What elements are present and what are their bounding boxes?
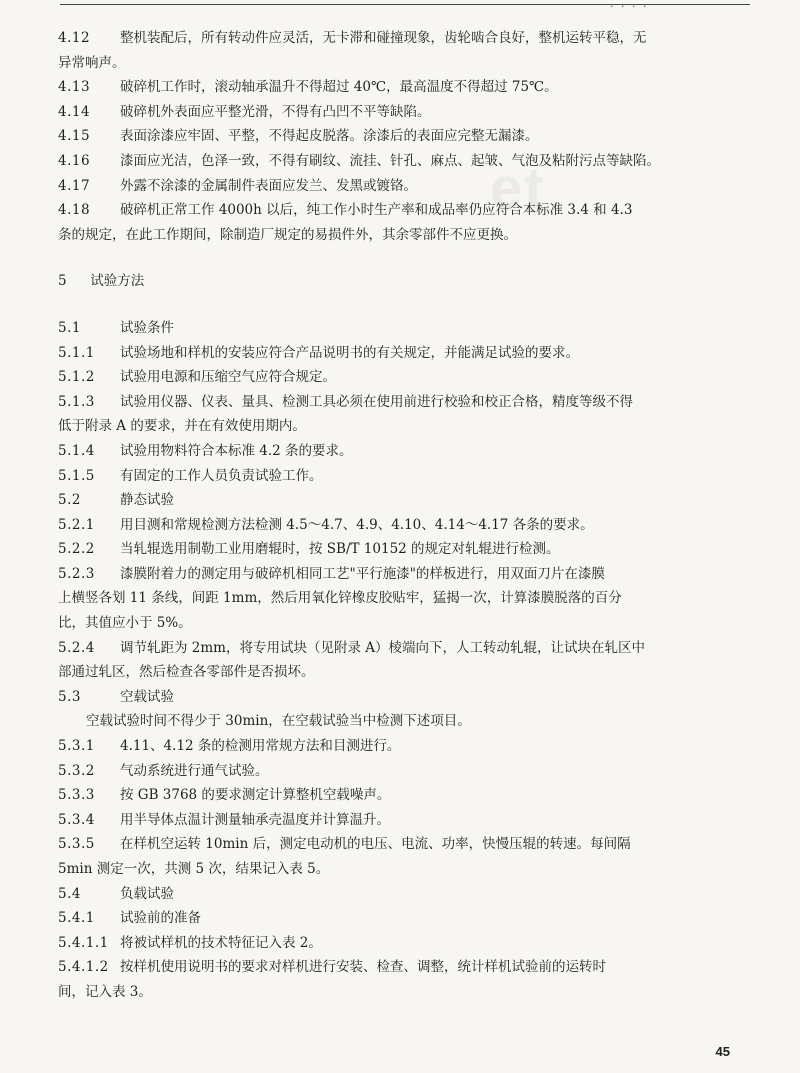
clause-number: 5.3.3 [58,787,95,804]
clause-text: 异常响声。 [58,54,126,71]
text-line [58,464,758,489]
clauses-section-5 [58,316,758,1005]
text-line [58,660,758,685]
clause-text: 条的规定，在此工作期间，除制造厂规定的易损件外，其余零部件不应更换。 [58,226,517,243]
clause-number: 5.4 [58,885,81,902]
clause-text: 5min 测定一次，共测 5 次，结果记入表 5。 [58,861,330,877]
clause-text: 表面涂漆应牢固、平整，不得起皮脱落。涂漆后的表面应完整无漏漆。 [120,128,539,145]
clauses-section-4 [58,26,758,247]
clause-text: 破碎机外表面应平整光滑，不得有凸凹不平等缺陷。 [120,103,431,120]
clause-number: 5.4.1 [58,910,95,927]
text-line [58,100,758,125]
clause-number: 4.16 [58,152,91,169]
text-line [58,26,758,51]
clause-number: 5.4.1.1 [58,934,109,951]
clause-text: 漆面应光洁，色泽一致，不得有刷纹、流挂、针孔、麻点、起皱、气泡及粘附污点等缺陷。 [120,152,660,169]
clause-number: 5.2.1 [58,516,95,533]
clause-text: 试验条件 [120,319,174,336]
clause-text: 试验用仪器、仪表、量具、检测工具必须在使用前进行校验和校正合格，精度等级不得 [120,393,633,410]
watermark: et [490,156,546,221]
clause-text: 部通过轧区，然后检查各零部件是否损坏。 [58,664,315,681]
text-line [58,341,758,366]
clause-text: 在样机空运转 10min 后，测定电动机的电压、电流、功率，快慢压辊的转速。每间隔 [120,836,631,853]
clause-text: 当轧辊选用制勒工业用磨辊时，按 SB/T 10152 的规定对轧辊进行检测。 [120,541,560,558]
clause-text: 将被试样机的技术特征记入表 2。 [120,934,322,951]
clause-number: 4.15 [58,128,91,145]
clause-text: 试验前的准备 [120,910,201,927]
clause-number: 5.2.4 [58,639,95,656]
text-line [58,931,758,956]
text-line [58,734,758,759]
clause-text: 整机装配后，所有转动件应灵活，无卡滞和碰撞现象，齿轮啮合良好，整机运转平稳，无 [120,30,647,46]
text-line [58,636,758,661]
clause-text: 气动系统进行通气试验。 [120,762,269,779]
clause-text: 按样机使用说明书的要求对样机进行安装、检查、调整，统计样机试验前的运转时 [120,959,606,976]
clause-number: 4.14 [58,103,91,120]
text-line [58,586,758,611]
text-line [58,149,758,174]
clause-number: 5.3.2 [58,762,95,779]
text-line [58,198,758,223]
clause-text: 调节轧距为 2mm，将专用试块（见附录 A）棱端向下，人工转动轧辊，让试块在轧区中 [120,639,646,656]
clause-text: 用目测和常规检测方法检测 4.5～4.7、4.9、4.10、4.14～4.17 各条的要求。 [120,516,594,533]
text-line [58,611,758,636]
clause-number: 5.2.2 [58,541,95,558]
clause-number: 5.4.1.2 [58,959,109,976]
clause-text: 试验用物料符合本标准 4.2 条的要求。 [120,442,353,459]
clause-text: 破碎机工作时，滚动轴承温升不得超过 40℃，最高温度不得超过 75℃。 [120,79,558,96]
text-line [58,513,758,538]
body-text [58,26,758,1005]
text-line [58,906,758,931]
text-line [58,390,758,415]
clause-number: 5.3 [58,688,81,705]
clause-text: 静态试验 [120,492,174,509]
text-line [58,51,758,76]
text-line [58,980,758,1005]
text-line [58,174,758,199]
clause-text: 上横竖各划 11 条线，间距 1mm，然后用氧化锌橡皮胶贴牢，猛揭一次，计算漆膜脱落的百分 [58,590,622,607]
text-line [58,709,758,734]
clause-number: 5.3.5 [58,836,95,853]
section-heading [58,269,758,294]
clause-text: 空载试验时间不得少于 30min，在空载试验当中检测下述项目。 [86,713,471,730]
clause-text: 空载试验 [120,688,174,705]
text-line [58,955,758,980]
header-marks: · · · · [610,0,649,13]
clause-text: 4.11、4.12 条的检测用常规方法和目测进行。 [120,738,401,755]
text-line [58,223,758,248]
clause-text: 负载试验 [120,885,174,902]
text-line [58,414,758,439]
clause-text: 试验用电源和压缩空气应符合规定。 [120,369,336,386]
clause-number: 4.12 [58,30,91,46]
text-line [58,75,758,100]
text-line [58,562,758,587]
text-line [58,316,758,341]
clause-text: 有固定的工作人员负责试验工作。 [120,467,323,484]
clause-text: 试验场地和样机的安装应符合产品说明书的有关规定，并能满足试验的要求。 [120,344,579,361]
clause-text: 外露不涂漆的金属制件表面应发兰、发黑或镀铬。 [120,177,417,194]
text-line [58,439,758,464]
clause-text: 低于附录 A 的要求，并在有效使用期内。 [58,418,306,435]
clause-text: 漆膜附着力的测定用与破碎机相同工艺"平行施漆"的样板进行，用双面刀片在漆膜 [120,565,605,582]
clause-text: 用半导体点温计测量轴承壳温度并计算温升。 [120,811,390,828]
clause-number: 5.1.2 [58,369,95,386]
text-line [58,832,758,857]
clause-number: 5.1.4 [58,442,95,459]
page-number: 45 [715,1044,730,1059]
clause-number: 5.2 [58,492,81,509]
clause-number: 5.1.3 [58,393,95,410]
clause-text: 破碎机正常工作 4000h 以后，纯工作小时生产率和成品率仍应符合本标准 3.4 和 4.3 [120,202,633,219]
clause-number: 5.1.1 [58,344,95,361]
text-line [58,685,758,710]
text-line [58,537,758,562]
text-line [58,488,758,513]
clause-number: 4.17 [58,177,91,194]
clause-number: 5.1.5 [58,467,95,484]
clause-number: 4.18 [58,202,91,219]
clause-number: 5.2.3 [58,565,95,582]
section-title: 试验方法 [90,273,145,290]
clause-text: 间，记入表 3。 [58,983,152,1000]
clause-number: 4.13 [58,79,91,96]
clause-number: 5.3.4 [58,811,95,828]
text-line [58,808,758,833]
text-line [58,857,758,882]
text-line [58,124,758,149]
text-line [58,783,758,808]
clause-number: 5.1 [58,319,81,336]
text-line [58,882,758,907]
clause-number: 5.3.1 [58,738,95,755]
section-number: 5 [58,273,68,290]
text-line [58,759,758,784]
clause-text: 按 GB 3768 的要求测定计算整机空载噪声。 [120,787,391,804]
text-line [58,365,758,390]
clause-text: 比，其值应小于 5%。 [58,615,192,632]
